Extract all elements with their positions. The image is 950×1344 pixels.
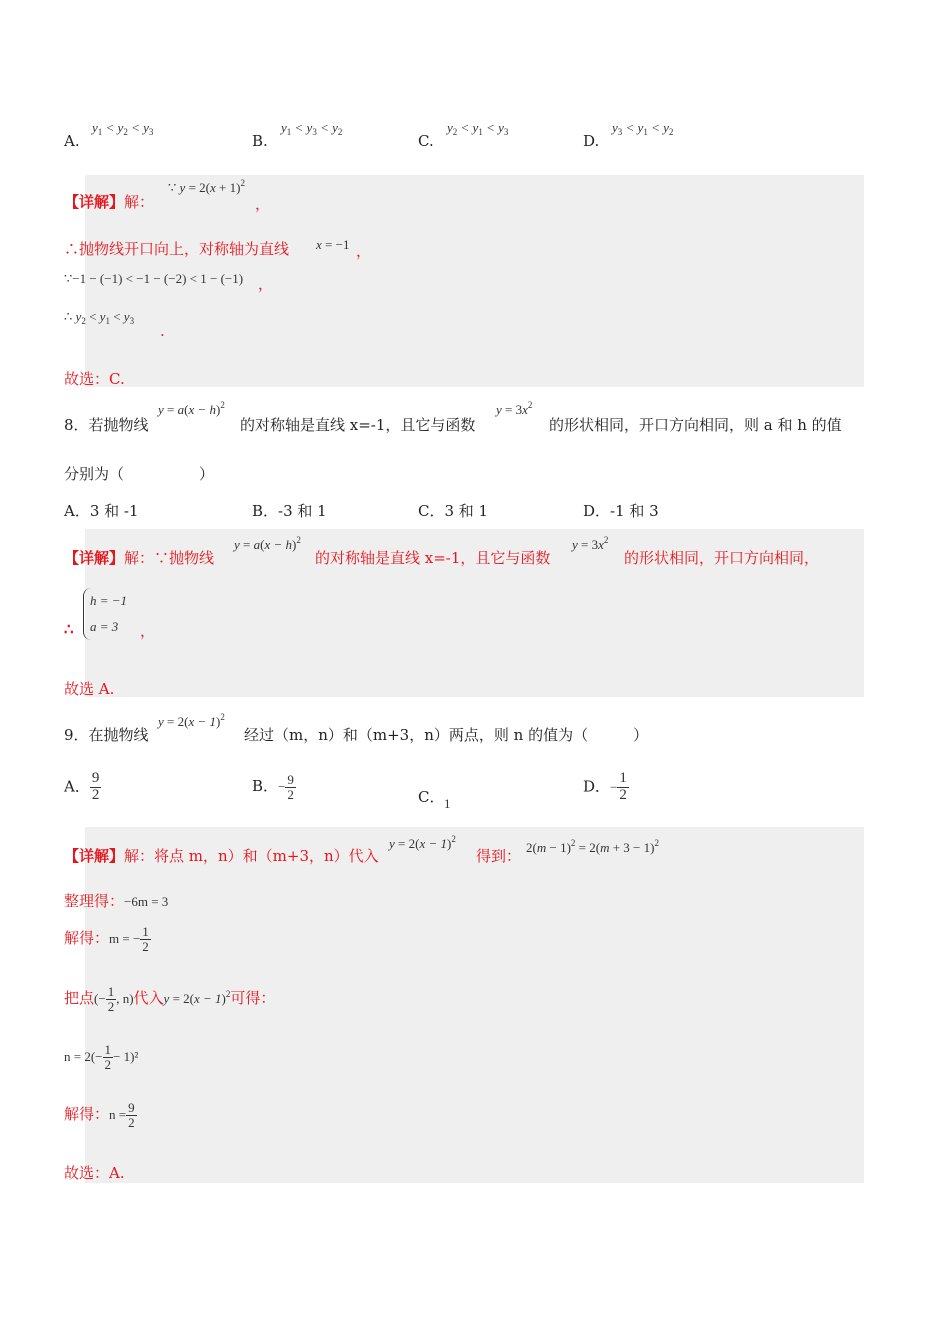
sub-label1: 把点: [64, 989, 95, 1008]
q9-text: 经过（m，n）和（m+3，n）两点，则 n 的值为（ ）: [244, 726, 649, 744]
q9-solution-eq2: $2(m - 1)^2 = 2(m + 3 - 1)^2$: [526, 838, 659, 855]
simplify-label: 整理得：: [64, 892, 125, 910]
solution-intro: 解：∵抛物线: [124, 549, 215, 567]
sub-point-den: 2: [107, 998, 115, 1014]
n-num: 1: [104, 1042, 111, 1057]
q8-eq2: $y = 3x^2$: [496, 400, 533, 417]
d-num: 1: [619, 770, 627, 786]
solution-intro: 解：: [124, 193, 155, 211]
solve2-label: 解得：: [64, 1105, 110, 1124]
q9-solution-got: 得到：: [476, 847, 522, 865]
q9-option-c-value: 1: [444, 796, 451, 811]
q8-text1: 的对称轴是直线 x=-1，且它与函数: [240, 416, 476, 434]
q7-option-a: [64, 132, 80, 150]
q7-option-c: [418, 132, 434, 150]
q8-solution-system: [83, 588, 127, 640]
option-label: C．: [418, 788, 445, 806]
q9-option-c: [418, 786, 444, 807]
q9-simplify: [64, 890, 168, 911]
q8-solution-text2: 的形状相同，开口方向相同，: [624, 549, 820, 567]
solve-lhs: m = −: [109, 931, 141, 947]
q7-solution-line2-math: x = −1: [316, 237, 350, 252]
q8-eq1: $y = a(x - h)^2$: [158, 400, 225, 417]
q8-solution-text1: 的对称轴是直线 x=-1，且它与函数: [315, 549, 551, 567]
option-label: B．: [252, 777, 279, 796]
q9-answer: 故选：A.: [64, 1164, 125, 1182]
line2-text: ∴抛物线开口向上，对称轴为直线: [64, 240, 290, 258]
solution-intro: 解：将点 m，n）和（m+3，n）代入: [124, 847, 379, 865]
q9-n-expression: [64, 1043, 138, 1071]
q7-option-d-math: $y_3 < y_1 < y_2$: [612, 120, 674, 137]
b-sign: −: [278, 779, 286, 795]
q8-option-b: B．-3 和 1: [252, 502, 327, 520]
sub-label2: 代入: [133, 989, 164, 1008]
b-den: 2: [287, 786, 294, 802]
n-lhs: n = 2(−: [64, 1049, 103, 1065]
q7-solution-line1: [64, 191, 154, 212]
a-den: 2: [91, 786, 100, 803]
q7-solution-line3-math: ∵−1 − (−1) < −1 − (−2) < 1 − (−1): [64, 271, 244, 286]
solve2-den: 2: [128, 1114, 135, 1130]
q9-solve: [64, 925, 151, 953]
d-den: 2: [619, 786, 627, 803]
n-den: 2: [104, 1056, 111, 1072]
sub-point-open: (−: [94, 991, 106, 1007]
q7-option-a-math: $y_1 < y_2 < y_3$: [92, 120, 154, 137]
sub-point-num: 1: [107, 984, 115, 999]
option-label: D．: [583, 777, 611, 796]
solution-tag: 【详解】: [64, 193, 125, 211]
option-label: D.: [583, 132, 600, 150]
q7-option-b-math: $y_1 < y_3 < y_2$: [281, 120, 343, 137]
q8-option-a: A．3 和 -1: [64, 502, 139, 520]
q7-option-d: [583, 132, 599, 150]
d-sign: −: [610, 779, 618, 795]
solve2-num: 9: [128, 1100, 135, 1115]
q8-solution-eq2: $y = 3x^2$: [572, 535, 609, 552]
q8-solution-line1: [64, 547, 214, 568]
q9-substitute: [64, 985, 275, 1013]
q8-option-d: D．-1 和 3: [583, 502, 659, 520]
solution-tag: 【详解】: [64, 549, 125, 567]
q8-text2: 的形状相同，开口方向相同，则 a 和 h 的值: [549, 416, 842, 434]
simplify-math: −6m = 3: [124, 894, 169, 909]
a-num: 9: [91, 770, 100, 786]
solution-tag: 【详解】: [64, 847, 125, 865]
q7-solution-comma: ，: [255, 195, 271, 213]
q7-solution-line2: [64, 238, 289, 259]
q9-eq: $y = 2(x - 1)^2$: [158, 712, 225, 729]
system-eq2: a = 3: [90, 619, 119, 634]
q7-solution-eq1: ∵ $y = 2(x + 1)^2$: [168, 178, 245, 195]
sub-label3: 可得：: [230, 989, 276, 1008]
q9-number: 9．在抛物线: [64, 726, 149, 744]
b-num: 9: [287, 772, 294, 787]
system-eq1: h = −1: [90, 593, 128, 608]
option-label: A.: [64, 132, 80, 150]
q7-option-b: [252, 132, 268, 150]
option-label: A．: [64, 777, 90, 796]
q8-option-c: C．3 和 1: [418, 502, 489, 520]
sub-point-close: , n): [116, 991, 134, 1007]
q8-answer: 故选 A.: [64, 680, 115, 698]
solve-num: 1: [142, 924, 149, 939]
q9-option-a: [64, 771, 101, 804]
solve2-lhs: n =: [109, 1107, 127, 1123]
q9-option-d: [583, 771, 629, 804]
q7-solution-line3-comma: ，: [258, 275, 274, 293]
q8-solution-therefore: ∴: [64, 620, 74, 638]
q9-solve2: [64, 1101, 137, 1129]
q8-solution-eq1: $y = a(x - h)^2$: [234, 535, 301, 552]
q9-option-b: [252, 773, 296, 801]
q8-line2: 分别为（ ）: [64, 465, 215, 483]
q7-answer: 故选：C.: [64, 370, 125, 388]
solve-label: 解得：: [64, 929, 110, 948]
option-label: B.: [252, 132, 268, 150]
n-rhs: − 1)²: [113, 1049, 139, 1065]
q8-solution-comma: ，: [140, 622, 156, 640]
q7-solution-line4-math: ∴ $y_2 < y_1 < y_3$: [64, 309, 135, 326]
q8-number: 8．若抛物线: [64, 416, 149, 434]
q7-solution-period: .: [160, 322, 165, 340]
q9-solution-line1: [64, 845, 379, 866]
q7-option-c-math: $y_2 < y_1 < y_3$: [447, 120, 509, 137]
solve-den: 2: [142, 938, 149, 954]
q7-solution-line2-comma: ，: [356, 242, 372, 260]
sub-eq: $y = 2(x - 1)^2$: [163, 989, 231, 1007]
q9-solution-eq: $y = 2(x - 1)^2$: [389, 834, 456, 851]
option-label: C.: [418, 132, 434, 150]
